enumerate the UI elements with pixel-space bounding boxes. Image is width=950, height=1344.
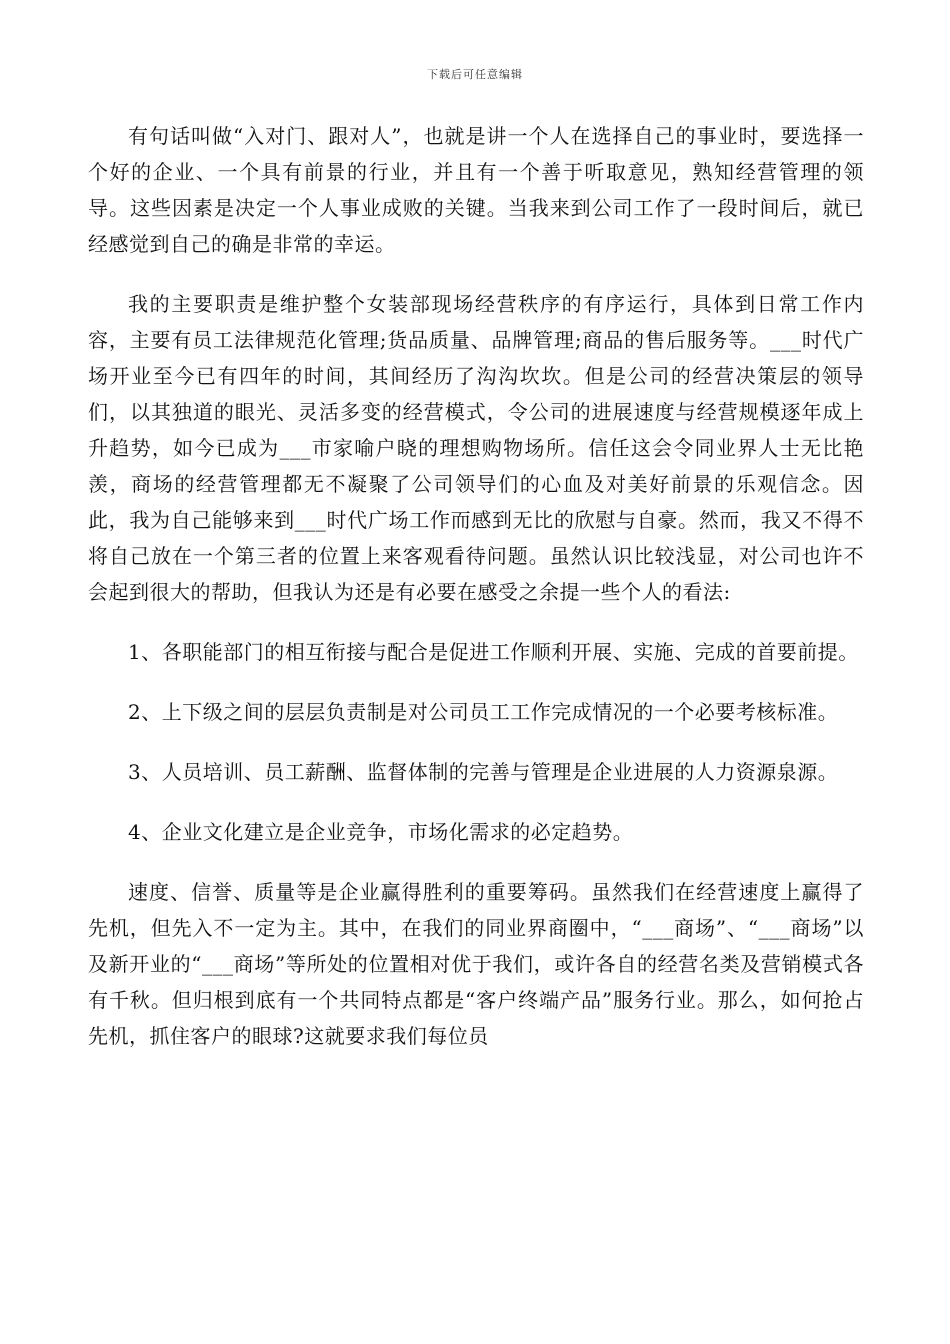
- list-item-2: 2、上下级之间的层层负责制是对公司员工工作完成情况的一个必要考核标准。: [128, 700, 839, 724]
- list-item-4: 4、企业文化建立是企业竞争，市场化需求的必定趋势。: [128, 820, 634, 844]
- page-header: 下载后可任意编辑: [427, 68, 523, 81]
- paragraph-intro: 有句话叫做“入对门、跟对人”，也就是讲一个人在选择自己的事业时，要选择一个好的企业、一个具有前景的行业，并且有一个善于听取意见，熟知经营管理的领导。这些因素是决定一个人事业成败的关键。当我来到公司工作了一段时间后，就已经感觉到自己的确是非常的幸运。: [88, 124, 864, 256]
- list-item-3: 3、人员培训、员工薪酬、监督体制的完善与管理是企业进展的人力资源泉源。: [128, 760, 839, 784]
- paragraph-responsibilities: 我的主要职责是维护整个女装部现场经营秩序的有序运行，具体到日常工作内容，主要有员工法律规范化管理;货品质量、品牌管理;商品的售后服务等。___时代广场开业至今已有四年的时间，其间经历了沟沟坎坎。但是公司的经营决策层的领导们，以其独道的眼光、灵活多变的经营模式，令公司的进展速度与经营规模逐年成上升趋势，如今已成为___市家喻户晓的理想购物场所。信任这会令同业界人士无比艳羡，商场的经营管理都无不凝聚了公司领导们的心血及对美好前景的乐观信念。因此，我为自己能够来到___时代广场工作而感到无比的欣慰与自豪。然而，我又不得不将自己放在一个第三者的位置上来客观看待问题。虽然认识比较浅显，对公司也许不会起到很大的帮助，但我认为还是有必要在感受之余提一些个人的看法:: [88, 292, 864, 604]
- paragraph-competition: 速度、信誉、质量等是企业赢得胜利的重要筹码。虽然我们在经营速度上赢得了先机，但先入不一定为主。其中，在我们的同业界商圈中，“___商场”、“___商场”以及新开业的“___商场”等所处的位置相对优于我们，或许各自的经营名类及营销模式各有千秋。但归根到底有一个共同特点都是“客户终端产品”服务行业。那么，如何抢占先机，抓住客户的眼球?这就要求我们每位员: [88, 880, 864, 1048]
- list-item-1: 1、各职能部门的相互衔接与配合是促进工作顺利开展、实施、完成的首要前提。: [128, 640, 859, 664]
- document-body: [88, 118, 864, 1054]
